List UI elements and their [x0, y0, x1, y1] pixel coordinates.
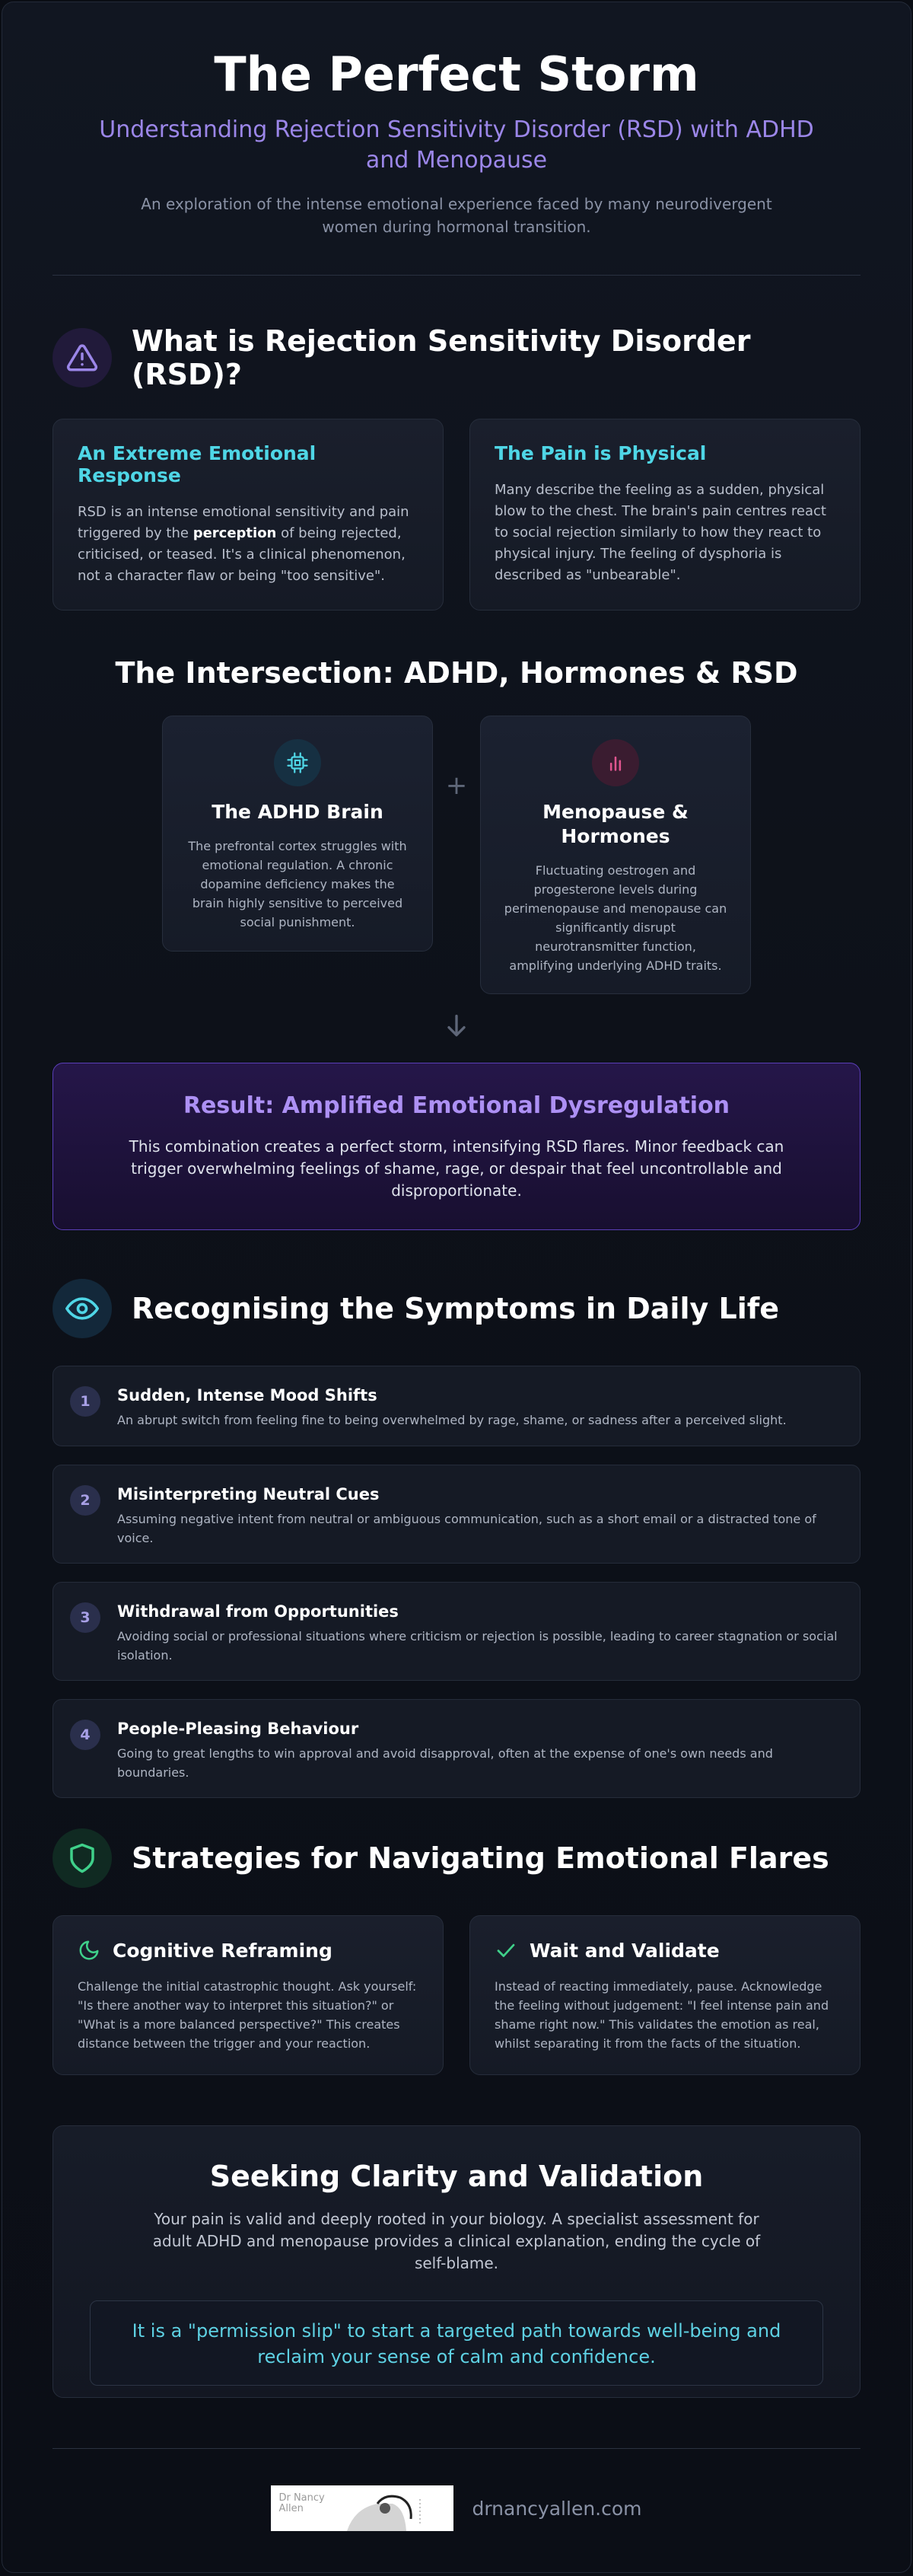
strategy-text: Instead of reacting immediately, pause. Acknowledge the feeling without judgement: "I feel intense pain and shame right now." This validates the emotion as real, whilst separating it from the facts of the situation. [495, 1979, 829, 2051]
logo-line: Dr Nancy [278, 2492, 325, 2504]
header [52, 2, 861, 238]
item-title: Misinterpreting Neutral Cues [117, 1485, 380, 1503]
card-text-part: RSD is an intense emotional sensitivity and pain triggered by the [78, 504, 409, 541]
plus-sign: + [445, 770, 468, 801]
strategy-title: Cognitive Reframing [113, 1939, 332, 1962]
rsd-card-emotional [52, 419, 444, 611]
item-title: Withdrawal from Opportunities [117, 1602, 399, 1621]
symptom-list [52, 1366, 861, 1798]
list-item [52, 1582, 861, 1681]
card-text: Fluctuating oestrogen and progesterone levels during perimenopause and menopause can significantly disrupt neurotransmitter function, amplifying underlying ADHD traits. [504, 863, 727, 973]
symptoms-section-title: Recognising the Symptoms in Daily Life [132, 1292, 780, 1325]
item-number: 2 [70, 1485, 100, 1516]
menopause-card [480, 716, 751, 994]
rsd-card-physical [469, 419, 861, 611]
moon-icon [78, 1939, 100, 1962]
result-text: This combination creates a perfect storm, intensifying RSD flares. Minor feedback can trigger overwhelming feelings of shame, rage, or despair that feel uncontrollable and disproportionate. [129, 1137, 784, 1200]
list-item [52, 1465, 861, 1564]
intersection-title: The Intersection: ADHD, Hormones & RSD [115, 656, 798, 690]
rsd-section-header [52, 324, 861, 391]
page-subtitle: Understanding Rejection Sensitivity Disorder (RSD) with ADHD and Menopause [99, 116, 814, 174]
strategy-card-validate [469, 1915, 861, 2075]
bar-chart-icon [592, 739, 639, 786]
item-text: Assuming negative intent from neutral or ambiguous communication, such as a short email or a distracted tone of voice. [117, 1512, 816, 1545]
card-text-emphasis: perception [192, 525, 277, 541]
logo [271, 2485, 453, 2531]
item-text: Going to great lengths to win approval and avoid disapproval, often at the expense of one's own needs and boundaries. [117, 1746, 773, 1780]
check-icon [495, 1939, 517, 1962]
rsd-cards [52, 419, 861, 611]
header-divider [52, 275, 861, 276]
logo-line: Allen [278, 2503, 304, 2514]
list-item [52, 1699, 861, 1798]
logo-graphic [271, 2485, 453, 2531]
clarity-title: Seeking Clarity and Validation [209, 2160, 704, 2193]
strategies-section-header [52, 1828, 861, 1888]
warning-icon [52, 328, 112, 387]
item-text: An abrupt switch from feeling fine to being overwhelmed by rage, shame, or sadness after a perceived slight. [117, 1413, 787, 1427]
item-text: Avoiding social or professional situations where criticism or rejection is possible, leading to career stagnation or social isolation. [117, 1629, 838, 1663]
strategy-text: Challenge the initial catastrophic thought. Ask yourself: "Is there another way to interpret this situation?" or "What is a more balanced perspective?" This creates distance between the trigger and your reaction. [78, 1979, 417, 2051]
permission-callout [90, 2300, 823, 2386]
item-number: 1 [70, 1386, 100, 1417]
permission-text: It is a "permission slip" to start a targeted path towards well-being and reclaim your sense of calm and confidence. [132, 2320, 781, 2367]
infographic-page [2, 2, 911, 2573]
chip-icon [274, 739, 321, 786]
strategy-card-reframing [52, 1915, 444, 2075]
strategy-header [495, 1939, 835, 1962]
footer [52, 2485, 861, 2531]
adhd-brain-card [162, 716, 433, 952]
page-intro: An exploration of the intense emotional experience faced by many neurodivergent women during hormonal transition. [141, 195, 772, 236]
strategies-section-title: Strategies for Navigating Emotional Flares [132, 1841, 829, 1875]
item-title: Sudden, Intense Mood Shifts [117, 1386, 377, 1404]
arrow-down-icon [52, 1011, 861, 1049]
footer-divider [52, 2448, 861, 2449]
intersection-cards [52, 716, 861, 994]
card-title: Menopause & Hormones [542, 801, 689, 847]
list-item [52, 1366, 861, 1446]
website-link[interactable]: drnancyallen.com [472, 2497, 642, 2520]
result-title: Result: Amplified Emotional Dysregulation [183, 1092, 730, 1119]
page-title: The Perfect Storm [214, 46, 699, 102]
item-title: People-Pleasing Behaviour [117, 1720, 359, 1738]
card-title: The ADHD Brain [212, 801, 383, 823]
symptoms-section-header [52, 1279, 861, 1338]
card-text: The prefrontal cortex struggles with emotional regulation. A chronic dopamine deficiency makes the brain highly sensitive to perceived social punishment. [188, 839, 407, 929]
result-box [52, 1063, 861, 1230]
item-number: 3 [70, 1602, 100, 1633]
strategy-cards [52, 1915, 861, 2075]
strategy-title: Wait and Validate [530, 1939, 720, 1962]
card-text: Many describe the feeling as a sudden, physical blow to the chest. The brain's pain centres react to social rejection similarly to how they react to physical injury. The feeling of dysphoria is described as "unbearable". [495, 482, 826, 583]
eye-icon [52, 1279, 112, 1338]
card-text-part: of being rejected, criticised, or teased. It's a clinical phenomenon, not a character flaw or being "too sensitive". [78, 525, 406, 584]
clarity-box [52, 2125, 861, 2398]
card-title: An Extreme Emotional Response [78, 442, 317, 486]
card-text [78, 502, 418, 587]
shield-icon [52, 1828, 112, 1888]
clarity-text: Your pain is valid and deeply rooted in your biology. A specialist assessment for adult ADHD and menopause provides a clinical explanation, ending the cycle of self-blame. [152, 2210, 761, 2272]
item-number: 4 [70, 1720, 100, 1750]
rsd-section-title: What is Rejection Sensitivity Disorder (RSD)? [132, 324, 751, 391]
strategy-header [78, 1939, 418, 1962]
card-title: The Pain is Physical [495, 442, 707, 464]
